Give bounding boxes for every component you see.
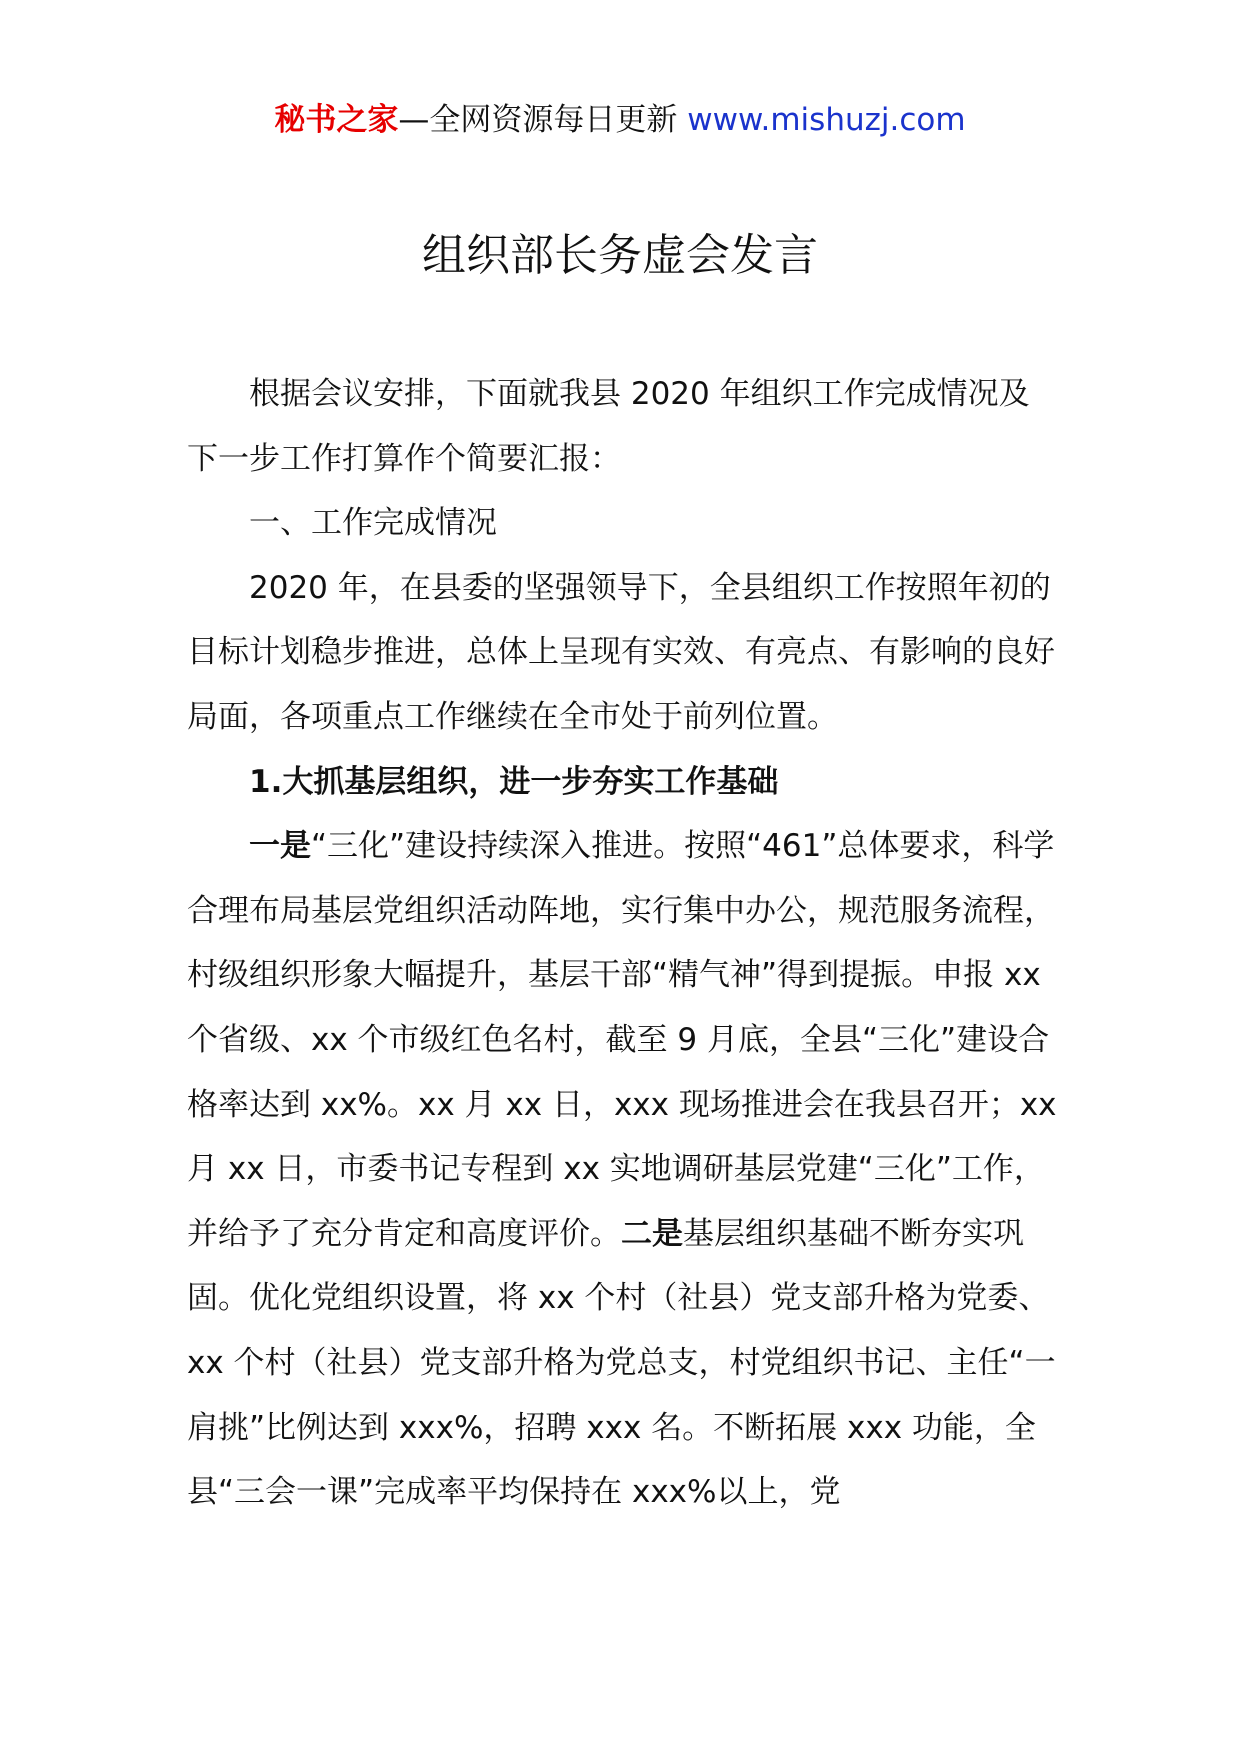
site-url-link[interactable]: www.mishuzj.com [687,102,966,138]
detail-text-1: “三化”建设持续深入推进。按照“461”总体要求，科学合理布局基层党组织活动阵地，实行集中办公，规范服务流程，村级组织形象大幅提升，基层干部“精气神”得到提振。申报 xx 个省级、xx 个市级红色名村，截至 9 月底，全县“三化”建设合格率达到 xx%。xx 月 xx 日，xxx 现场推进会在我县召开；xx 月 xx 日，市委书记专程到 xx 实地调研基层党建“三化”工作，并给予了充分肯定和高度评价。 [187,828,1057,1252]
paragraph-details [187,814,1057,1525]
header-tagline: —全网资源每日更新 [398,102,688,138]
document-body [187,362,1057,1525]
paragraph-summary: 2020 年，在县委的坚强领导下，全县组织工作按照年初的目标计划稳步推进，总体上呈现有实效、有亮点、有影响的良好局面，各项重点工作继续在全市处于前列位置。 [187,569,1055,735]
paragraph-intro: 根据会议安排，下面就我县 2020 年组织工作完成情况及下一步工作打算作个简要汇报： [187,376,1030,477]
site-header [0,100,1240,140]
section-heading: 一、工作完成情况 [249,505,497,542]
subsection-heading: 1.大抓基层组织，进一步夯实工作基础 [249,763,779,800]
detail-text-2: 基层组织基础不断夯实巩固。优化党组织设置，将 xx 个村（社县）党支部升格为党委、xx 个村（社县）党支部升格为党总支，村党组织书记、主任“一肩挑”比例达到 xxx%，招聘 xxx 名。不断拓展 xxx 功能，全县“三会一课”完成率平均保持在 xxx%以上，党 [187,1215,1056,1511]
document-title: 组织部长务虚会发言 [422,230,818,281]
brand-name: 秘书之家 [274,102,399,138]
lead-phrase-1: 一是 [249,828,311,865]
lead-phrase-2: 二是 [621,1215,683,1252]
